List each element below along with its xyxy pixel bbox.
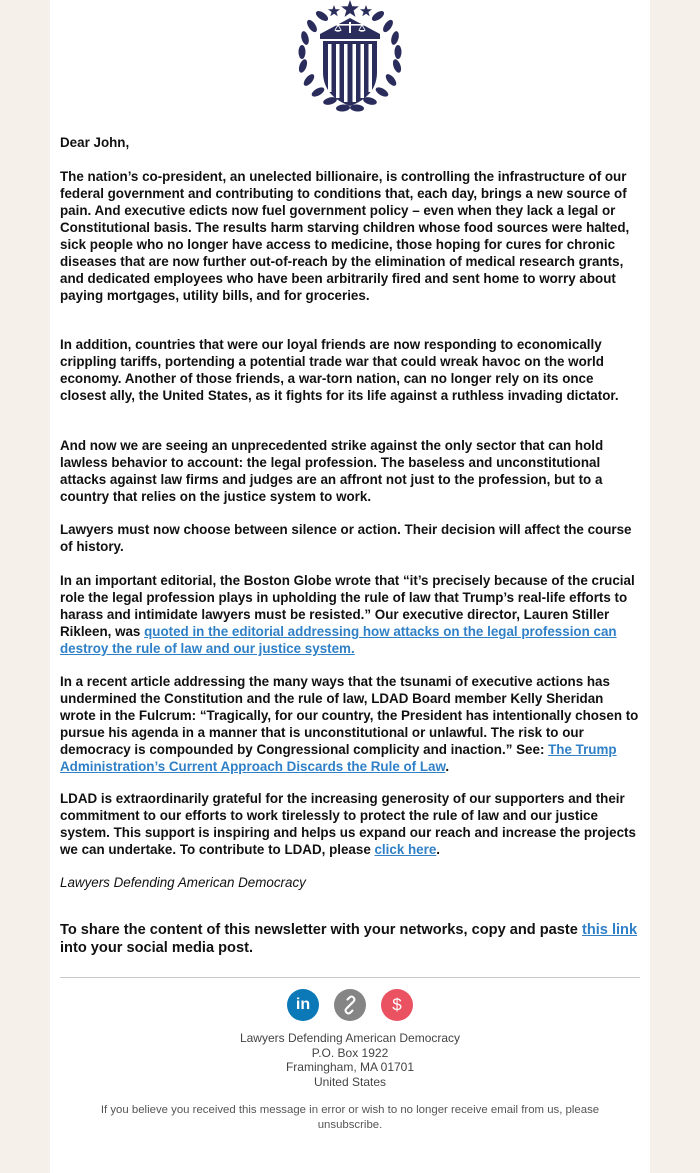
paragraph-5 (60, 572, 640, 657)
unsubscribe-link[interactable]: unsubscribe (317, 1118, 380, 1131)
editorial-link[interactable]: quoted in the editorial addressing how attacks on the legal profession can destroy the rule of law and our justice system. (60, 624, 617, 656)
share-text-end: into your social media post. (60, 940, 253, 956)
footer-address (50, 1031, 650, 1089)
social-links (287, 989, 413, 1021)
chain-link-icon (334, 989, 366, 1021)
paragraph-6-text: In a recent article addressing the many ways that the tsunami of executive actions has undermined the Constitution and the rule of law, LDAD Board member Kelly Sheridan wrote in the Fulcrum: “Tragically, for our country, the President has intentionally chosen to pursue his agenda in a manner that is unconstitutional or unlawful. The risk to our democracy is compounded by Congressional complicity and inaction.” See: (60, 674, 639, 757)
fulcrum-article-link[interactable]: The Trump Administration’s Current Approach Discards the Rule of Law (60, 742, 617, 774)
contribute-link[interactable]: click here (374, 842, 437, 857)
greeting: Dear John, (60, 135, 130, 150)
signature: Lawyers Defending American Democracy (60, 875, 306, 890)
footer-divider (60, 977, 640, 978)
paragraph-7-end: . (436, 842, 441, 857)
share-link[interactable]: this link (581, 922, 638, 938)
ldad-logo (290, 0, 410, 120)
paragraph-6-end: . (445, 759, 450, 774)
paragraph-6 (60, 673, 640, 775)
paragraph-5-text: In an important editorial, the Boston Globe wrote that “it’s precisely because of the crucial role the legal profession plays in upholding the rule of law that Trump’s real-life efforts to harass and intimidate lawyers must be resisted.” Our executive director, Lauren Stiller Rikleen, was (60, 573, 635, 639)
footer-disclaimer (80, 1103, 620, 1132)
footer-org: Lawyers Defending American Democracy (239, 1031, 461, 1045)
footer-po-box: P.O. Box 1922 (311, 1045, 389, 1060)
donate-icon[interactable]: $ (381, 989, 413, 1021)
paragraph-4: Lawyers must now choose between silence or action. Their decision will affect the course of history. (60, 522, 632, 554)
footer-city: Framingham, MA 01701 (285, 1060, 415, 1074)
footer-country: United States (313, 1074, 387, 1089)
disclaimer-end: . (379, 1118, 383, 1131)
disclaimer-text: If you believe you received this message in error or wish to no longer receive email from us, please (100, 1104, 600, 1116)
paragraph-7-text: LDAD is extraordinarily grateful for the increasing generosity of our supporters and their commitment to our efforts to work tirelessly to protect the rule of law and our justice system. This support is inspiring and helps us expand our reach and increase the projects we can undertake. To contribute to LDAD, please (60, 791, 636, 857)
paragraph-7 (60, 790, 640, 858)
share-text (60, 921, 640, 957)
email-body (50, 0, 650, 1173)
paragraph-1: The nation’s co-president, an unelected billionaire, is controlling the infrastructure of our federal government and contributing to conditions that, each day, brings a new source of pain. And executive edicts now fuel government policy – even when they lack a legal or Constitutional basis. The results harm starving children whose food sources were halted, sick people who no longer have access to medicine, those hoping for cures for chronic diseases that are now further out-of-reach by the elimination of medical research grants, and dedicated employees who have been arbitrarily fired and sent home to worry about paying mortgages, utility bills, and for groceries. (60, 169, 630, 303)
paragraph-2: In addition, countries that were our loyal friends are now responding to economically crippling tariffs, portending a potential trade war that could wreak havoc on the world economy. Another of those friends, a war-torn nation, can no longer rely on its once closest ally, the United States, as it fights for its life against a ruthless invading dictator. (60, 337, 619, 403)
paragraph-3: And now we are seeing an unprecedented strike against the only sector that can hold lawless behavior to account: the legal profession. The baseless and unconstitutional attacks against law firms and judges are an affront not just to the profession, but to a country that relies on the justice system to work. (60, 438, 604, 504)
linkedin-icon[interactable]: in (287, 989, 319, 1021)
share-text-start: To share the content of this newsletter with your networks, copy and paste (60, 922, 582, 938)
link-icon[interactable] (334, 989, 366, 1021)
